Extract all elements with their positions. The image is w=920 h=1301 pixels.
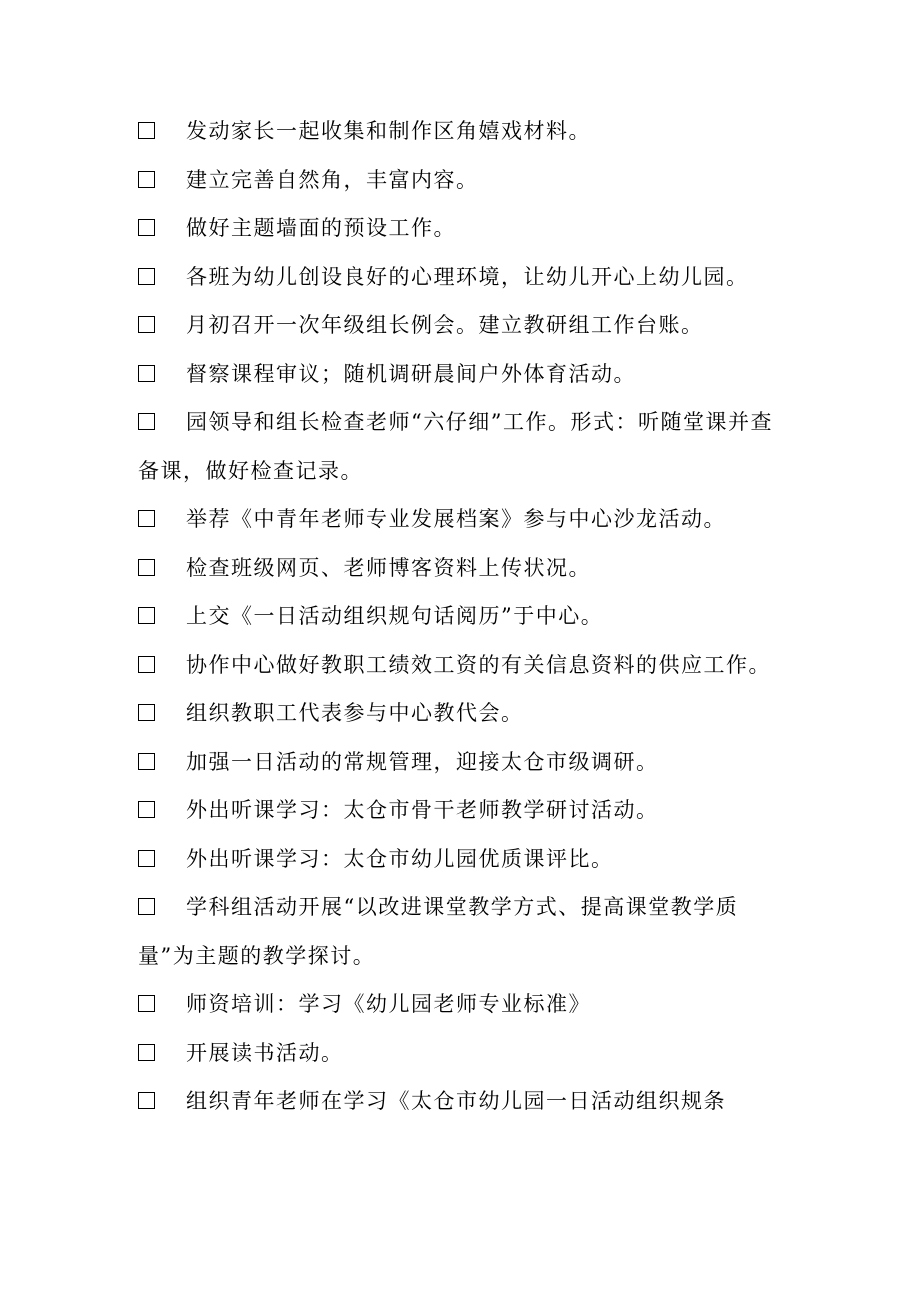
- checkbox-icon: [138, 995, 155, 1012]
- item-text: 开展读书活动。: [186, 1040, 344, 1065]
- checkbox-icon: [138, 268, 155, 285]
- list-item: [138, 301, 778, 350]
- list-item: [138, 156, 778, 205]
- checkbox-icon: [138, 607, 155, 624]
- list-item: [138, 738, 778, 787]
- item-text: 组织青年老师在学习《太仓市幼儿园一日活动组织规条: [186, 1089, 726, 1113]
- checkbox-icon: [138, 850, 155, 867]
- checkbox-icon: [138, 801, 155, 818]
- checkbox-icon: [138, 365, 155, 382]
- list-item: [138, 350, 778, 399]
- checkbox-icon: [138, 510, 155, 527]
- item-text: 各班为幼儿创设良好的心理环境，让幼儿开心上幼儿园。: [186, 264, 749, 289]
- item-text: 协作中心做好教职工绩效工资的有关信息资料的供应工作。: [186, 652, 771, 677]
- checkbox-icon: [138, 559, 155, 576]
- list-item: [138, 544, 778, 593]
- checkbox-icon: [138, 898, 155, 915]
- item-text: 建立完善自然角，丰富内容。: [186, 167, 479, 192]
- item-text: 月初召开一次年级组长例会。建立教研组工作台账。: [186, 313, 704, 337]
- list-item: [138, 1077, 778, 1126]
- list-item: [138, 107, 778, 156]
- list-item: [138, 689, 778, 738]
- checkbox-icon: [138, 122, 155, 139]
- list-item: [138, 495, 778, 544]
- item-text: 做好主题墙面的预设工作。: [186, 216, 456, 240]
- item-text: 检查班级网页、老师博客资料上传状况。: [186, 555, 591, 580]
- checkbox-icon: [138, 316, 155, 333]
- item-text: 举荐《中青年老师专业发展档案》参与中心沙龙活动。: [186, 507, 726, 531]
- list-item: [138, 835, 778, 884]
- list-item: [138, 204, 778, 253]
- checkbox-icon: [138, 1092, 155, 1109]
- item-text: 督察课程审议；随机调研晨间户外体育活动。: [186, 361, 636, 386]
- checkbox-icon: [138, 219, 155, 236]
- list-item: [138, 980, 778, 1029]
- list-item: [138, 786, 778, 835]
- list-item: [138, 1029, 778, 1078]
- item-text: 外出听课学习：太仓市幼儿园优质课评比。: [186, 846, 614, 871]
- list-item: [138, 592, 778, 641]
- checkbox-icon: [138, 1044, 155, 1061]
- list-item: [138, 253, 778, 302]
- item-text: 学科组活动开展“以改进课堂教学方式、提高课堂教学质量”为主题的教学探讨。: [138, 895, 739, 968]
- checkbox-icon: [138, 704, 155, 721]
- list-item: [138, 641, 778, 690]
- item-text: 发动家长一起收集和制作区角嬉戏材料。: [186, 119, 591, 143]
- item-text: 师资培训：学习《幼儿园老师专业标准》: [186, 992, 591, 1016]
- item-text: 园领导和组长检查老师“六仔细”工作。形式：听随堂课并查备课，做好检查记录。: [138, 410, 773, 483]
- checkbox-icon: [138, 656, 155, 673]
- item-text: 加强一日活动的常规管理，迎接太仓市级调研。: [186, 749, 659, 774]
- item-text: 外出听课学习：太仓市骨干老师教学研讨活动。: [186, 798, 659, 822]
- item-list: [138, 107, 778, 1126]
- list-item: [138, 883, 778, 980]
- item-text: 上交《一日活动组织规句话阅历”于中心。: [186, 604, 604, 628]
- checkbox-icon: [138, 413, 155, 430]
- checkbox-icon: [138, 171, 155, 188]
- checkbox-icon: [138, 753, 155, 770]
- list-item: [138, 398, 778, 495]
- item-text: 组织教职工代表参与中心教代会。: [186, 701, 524, 725]
